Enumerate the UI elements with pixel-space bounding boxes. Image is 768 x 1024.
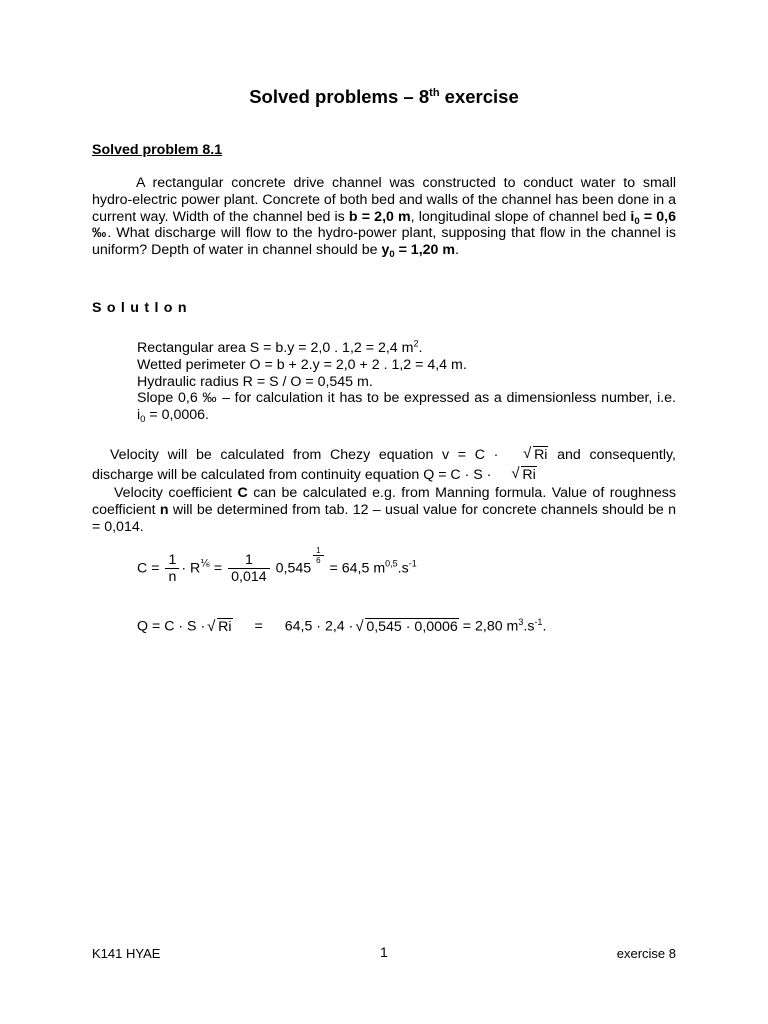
manning-formula: C = $\frac{1}{n}$ · $R^{\frac{1}{6}}$ = $\frac{1}{0,014}$ 0,545 $\frac{1}{6}$ = 64,5 $m^{0,5}.s^{-1}$ <box>137 546 417 585</box>
slope-value: $i_0 = 0,6$ ‰ <box>92 208 676 242</box>
velocity-paragraph: Velocity will be calculated from Chezy equation v = C · √ Ri and consequently, discharge will be calculated from continuity equation Q = C · S · √ Ri <box>92 445 676 485</box>
title-tail: exercise <box>439 86 519 107</box>
exponent-one-sixth: $\frac{1}{6}$ <box>313 546 323 565</box>
page-title <box>0 86 768 108</box>
perimeter-line: Wetted perimeter O = b + 2.y = 2,0 + 2 . 1,2 = 4,4 m. <box>137 356 467 373</box>
title-superscript: th <box>429 86 440 99</box>
sqrt-ri-2: √ Ri <box>495 465 536 485</box>
solution-heading: Solutlon <box>92 300 192 316</box>
bed-width-value: b = 2,0 m <box>348 208 411 225</box>
depth-value: $y_0 = 1,20$ m <box>381 242 455 261</box>
radius-line: Hydraulic radius R = S / O = 0,545 m. <box>137 373 373 390</box>
page-number: 1 <box>380 944 388 960</box>
title-text: Solved problems – 8 <box>249 86 430 107</box>
exercise-label: exercise 8 <box>616 946 676 961</box>
course-code: K141 HYAE <box>92 946 161 961</box>
problem-heading: Solved problem 8.1 <box>92 142 223 158</box>
problem-statement: A rectangular concrete drive channel was constructed to conduct water to small hydro-electric power plant. Concrete of both bed and walls of the channel has been done in a current way. Width of the channel bed is b = 2,0 m, longitudinal slope of channel bed $i_0 = 0,6$ ‰. What discharge will flow to the hydro-power plant, supposing that flow in the channel is uniform? Depth of water in channel should be $y_0 = 1,20$ m. <box>92 175 677 261</box>
coefficient-paragraph: Velocity coefficient C can be calculated e.g. from Manning formula. Value of roughness coefficient n will be determined from tab. 12 – usual value for concrete channels should be n = 0,014. <box>92 485 676 535</box>
area-line: Rectangular area S = b.y = 2,0 . 1,2 = 2,4 $m^2$. <box>137 338 423 356</box>
slope-line: Slope 0,6 ‰ – for calculation it has to be expressed as a dimensionless number, i.e. $i_0 = 0,0006$. <box>137 390 676 426</box>
discharge-formula: Q = C · S · √ Ri = 64,5 · 2,4 · √ 0,545 · 0,0006 = 2,80 $m^3.s^{-1}$. <box>137 617 546 635</box>
sqrt-ri: √ Ri <box>507 445 548 465</box>
fraction-1-over-0014: $\frac{1}{0,014}$ <box>228 552 270 585</box>
solution-steps <box>137 340 676 424</box>
fraction-1-over-n: $\frac{1}{n}$ <box>165 552 179 585</box>
